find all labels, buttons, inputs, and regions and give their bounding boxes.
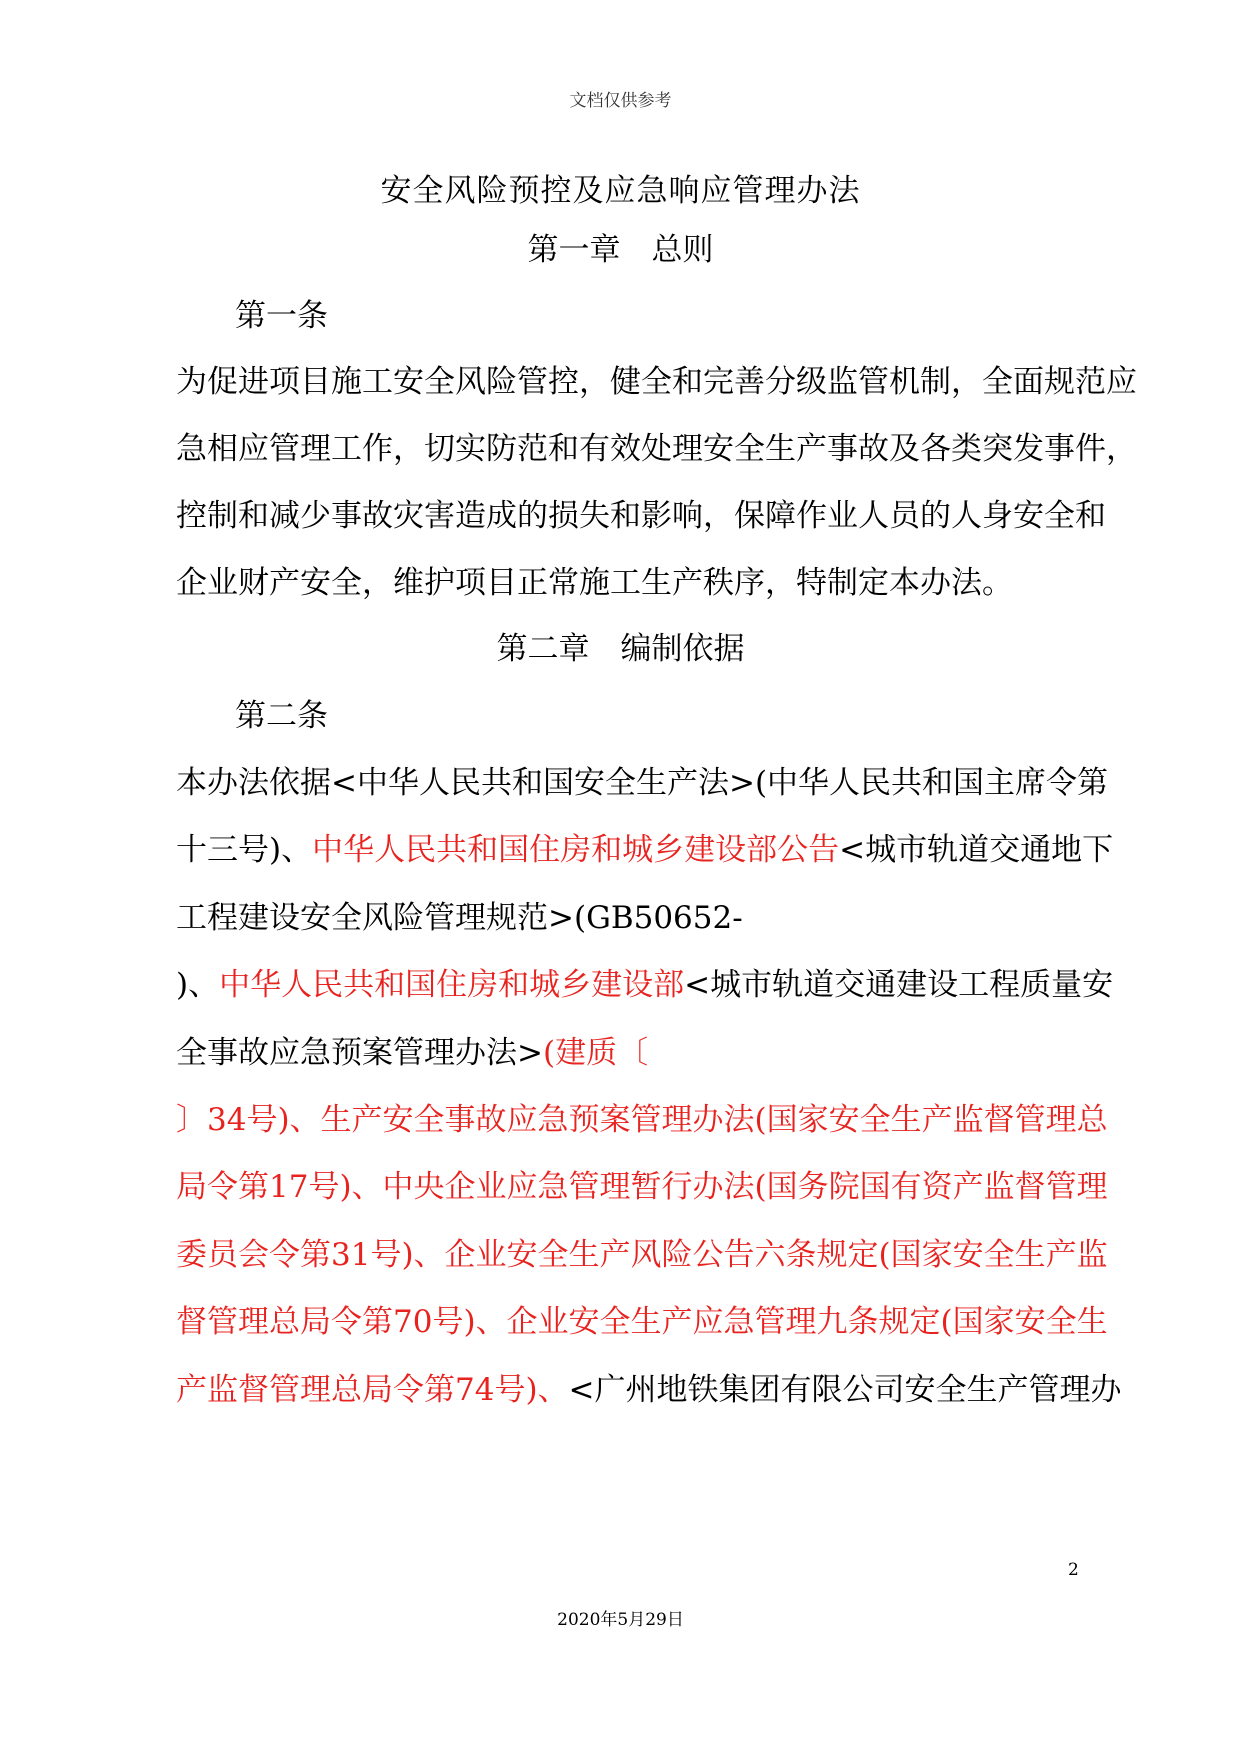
highlighted-reference: (建质〔	[542, 1035, 649, 1071]
highlighted-reference: 〕34号)、生产安全事故应急预案管理办法(国家安全生产监督管理总	[176, 1102, 1108, 1138]
article-1-line: 为促进项目施工安全风险管控，健全和完善分级监管机制，全面规范应	[176, 364, 1137, 400]
page-header: 文档仅供参考	[569, 91, 672, 111]
article-2-line	[176, 757, 1108, 802]
article-1-heading: 第一条	[235, 298, 328, 334]
article-2-line	[176, 824, 1113, 869]
highlighted-reference: 中华人民共和国住房和城乡建设部公告	[312, 832, 840, 868]
text-segment: 全事故应急预案管理办法>	[176, 1035, 543, 1071]
highlighted-reference: 中华人民共和国住房和城乡建设部	[219, 967, 685, 1003]
article-2-line	[176, 892, 743, 937]
footer-date: 2020年5月29日	[557, 1610, 684, 1630]
text-segment: )、	[176, 967, 220, 1003]
article-2-line	[176, 959, 1113, 1004]
text-segment: 工程建设安全风险管理规范>(GB50652-	[176, 900, 743, 936]
article-1-line: 企业财产安全，维护项目正常施工生产秩序，特制定本办法。	[176, 565, 1013, 601]
page-number: 2	[1068, 1560, 1079, 1580]
text-segment: <城市轨道交通地下	[839, 832, 1114, 868]
highlighted-reference: 局令第17号)、中央企业应急管理暂行办法(国务院国有资产监督管理	[176, 1169, 1108, 1205]
text-segment: <广州地铁集团有限公司安全生产管理办	[568, 1372, 1122, 1408]
highlighted-reference: 督管理总局令第70号)、企业安全生产应急管理九条规定(国家安全生	[176, 1304, 1108, 1340]
article-2-line	[176, 1229, 1108, 1274]
chapter-1-heading: 第一章 总则	[527, 232, 714, 268]
article-1-line: 控制和减少事故灾害造成的损失和影响，保障作业人员的人身安全和	[176, 498, 1106, 534]
article-2-line	[176, 1296, 1108, 1341]
article-2-line	[176, 1027, 648, 1072]
article-2-line	[176, 1094, 1108, 1139]
highlighted-reference: 产监督管理总局令第74号)、	[176, 1372, 569, 1408]
chapter-2-heading: 第二章 编制依据	[496, 631, 745, 667]
document-title: 安全风险预控及应急响应管理办法	[380, 173, 861, 209]
article-1-line: 急相应管理工作，切实防范和有效处理安全生产事故及各类突发事件，	[176, 431, 1137, 467]
text-segment: 本办法依据<中华人民共和国安全生产法>(中华人民共和国主席令第	[176, 765, 1109, 801]
highlighted-reference: 委员会令第31号)、企业安全生产风险公告六条规定(国家安全生产监	[176, 1237, 1108, 1273]
article-2-line	[176, 1161, 1108, 1206]
text-segment: 十三号)、	[176, 832, 313, 868]
text-segment: <城市轨道交通建设工程质量安	[684, 967, 1114, 1003]
article-2-line	[176, 1364, 1122, 1409]
article-2-heading: 第二条	[235, 698, 328, 734]
